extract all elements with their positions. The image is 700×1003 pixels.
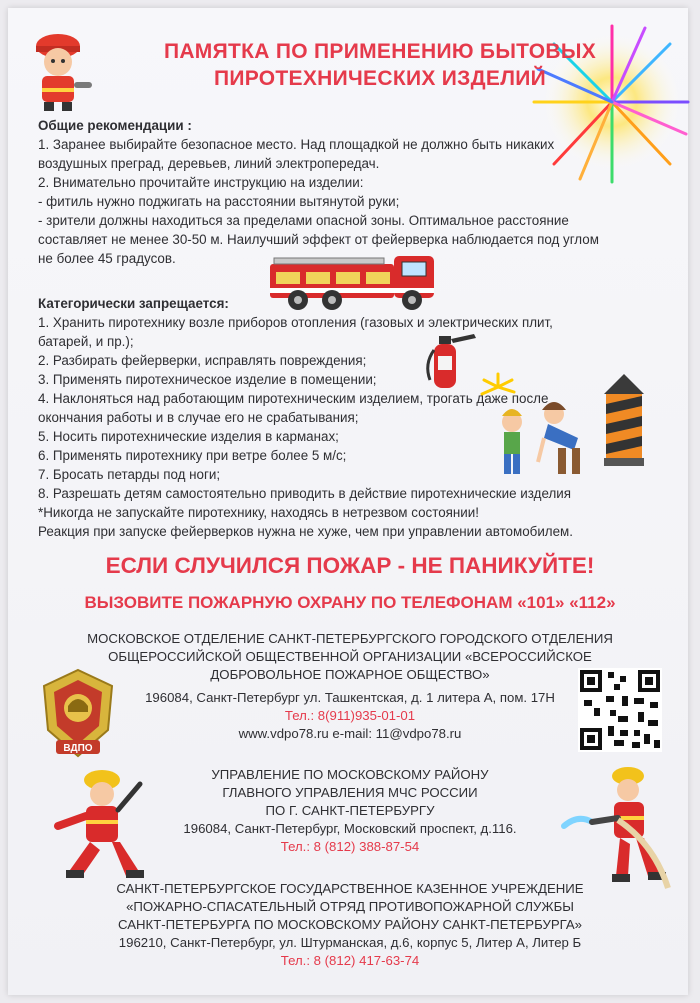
forbidden-line: батарей, и пр.);: [38, 334, 134, 349]
org1-phone: Тел.: 8(911)935-01-01: [284, 708, 416, 723]
general-line: 1. Заранее выбирайте безопасное место. Над площадкой не должно быть никаких: [38, 137, 555, 152]
org1-name-line: ДОБРОВОЛЬНОЕ ПОЖАРНОЕ ОБЩЕСТВО»: [210, 667, 490, 682]
general-line: 2. Внимательно прочитайте инструкцию на изделии:: [38, 175, 364, 190]
general-line: - фитиль нужно поджигать на расстоянии вытянутой руки;: [38, 194, 400, 209]
org3-name-line: «ПОЖАРНО-СПАСАТЕЛЬНЫЙ ОТРЯД ПРОТИВОПОЖАРНОЙ СЛУЖБЫ: [126, 899, 574, 914]
title-line-1: ПАМЯТКА ПО ПРИМЕНЕНИЮ БЫТОВЫХ: [163, 40, 597, 63]
org1-name-line: ОБЩЕРОССИЙСКОЙ ОБЩЕСТВЕННОЙ ОРГАНИЗАЦИИ «ВСЕРОССИЙСКОЕ: [108, 649, 592, 664]
forbidden-line: Реакция при запуске фейерверков нужна не хуже, чем при управлении автомобилем.: [38, 524, 573, 539]
forbidden-line: 2. Разбирать фейерверки, исправлять повреждения;: [38, 353, 367, 368]
title-line-2: ПИРОТЕХНИЧЕСКИХ ИЗДЕЛИЙ: [213, 67, 547, 90]
forbidden-line: *Никогда не запускайте пиротехнику, находясь в нетрезвом состоянии!: [38, 505, 479, 520]
general-line: не более 45 градусов.: [38, 251, 176, 266]
poster-title: [80, 38, 680, 92]
org2-name-line: ГЛАВНОГО УПРАВЛЕНИЯ МЧС РОССИИ: [222, 785, 478, 800]
forbidden-heading: Категорически запрещается:: [38, 296, 229, 311]
forbidden-line: окончания работы и в случае его не срабатывания;: [38, 410, 359, 425]
cartoon-people-illustration: [492, 392, 600, 484]
forbidden-line: 6. Применять пиротехнику при ветре более 5 м/с;: [38, 448, 347, 463]
org2-address: 196084, Санкт-Петербург, Московский проспект, д.116.: [183, 821, 517, 836]
general-line: составляет не менее 30-50 м. Наилучший эффект от фейерверка наблюдается под углом: [38, 232, 599, 247]
forbidden-line: 5. Носить пиротехнические изделия в карманах;: [38, 429, 339, 444]
org1-name-line: МОСКОВСКОЕ ОТДЕЛЕНИЕ САНКТ-ПЕТЕРБУРГСКОГО ГОРОДСКОГО ОТДЕЛЕНИЯ: [87, 631, 613, 646]
forbidden-line: 7. Бросать петарды под ноги;: [38, 467, 221, 482]
rocket-firework-illustration: [600, 372, 648, 472]
org3-name-line: САНКТ-ПЕТЕРБУРГСКОЕ ГОСУДАРСТВЕННОЕ КАЗЕННОЕ УЧРЕЖДЕНИЕ: [116, 881, 584, 896]
org2-phone: Тел.: 8 (812) 388-87-54: [280, 839, 420, 854]
general-line: воздушных преград, деревьев, линий электропередач.: [38, 156, 380, 171]
general-line: - зрители должны находиться за пределами опасной зоны. Оптимальное расстояние: [38, 213, 569, 228]
org-mchs: [120, 766, 580, 856]
org3-name-line: САНКТ-ПЕТЕРБУРГА ПО МОСКОВСКОМУ РАЙОНУ САНКТ-ПЕТЕРБУРГА»: [117, 917, 583, 932]
org-pso: [40, 880, 660, 970]
fire-heading: ЕСЛИ СЛУЧИЛСЯ ПОЖАР - НЕ ПАНИКУЙТЕ!: [105, 553, 595, 578]
general-recommendations: [38, 116, 678, 268]
general-heading: Общие рекомендации :: [38, 118, 192, 133]
firefighter-right-illustration: [558, 764, 678, 892]
org2-name-line: УПРАВЛЕНИЕ ПО МОСКОВСКОМУ РАЙОНУ: [211, 767, 489, 782]
org1-website-email[interactable]: www.vdpo78.ru e-mail: 11@vdpo78.ru: [238, 726, 462, 741]
forbidden-line: 4. Наклоняться над работающим пиротехническим изделием, трогать даже после: [38, 391, 549, 406]
fire-extinguisher-illustration: [422, 330, 482, 392]
org2-name-line: ПО Г. САНКТ-ПЕТЕРБУРГУ: [265, 803, 435, 818]
org3-address: 196210, Санкт-Петербург, ул. Штурманская, д.6, корпус 5, Литер А, Литер Б: [118, 935, 582, 950]
org1-address: 196084, Санкт-Петербург ул. Ташкентская, д. 1 литера А, пом. 17Н: [145, 690, 555, 705]
org1-contacts: [100, 689, 600, 743]
org3-phone: Тел.: 8 (812) 417-63-74: [280, 953, 420, 968]
emblem-text: ВДПО: [63, 743, 93, 754]
forbidden-line: 3. Применять пиротехническое изделие в помещении;: [38, 372, 377, 387]
forbidden-line: 8. Разрешать детям самостоятельно приводить в действие пиротехнические изделия: [38, 486, 571, 501]
forbidden-line: 1. Хранить пиротехнику возле приборов отопления (газовых и электрических плит,: [38, 315, 553, 330]
org-vdpo: [40, 630, 660, 684]
call-heading: ВЫЗОВИТЕ ПОЖАРНУЮ ОХРАНУ ПО ТЕЛЕФОНАМ «101» «112»: [84, 593, 616, 612]
qr-code: [578, 668, 662, 752]
